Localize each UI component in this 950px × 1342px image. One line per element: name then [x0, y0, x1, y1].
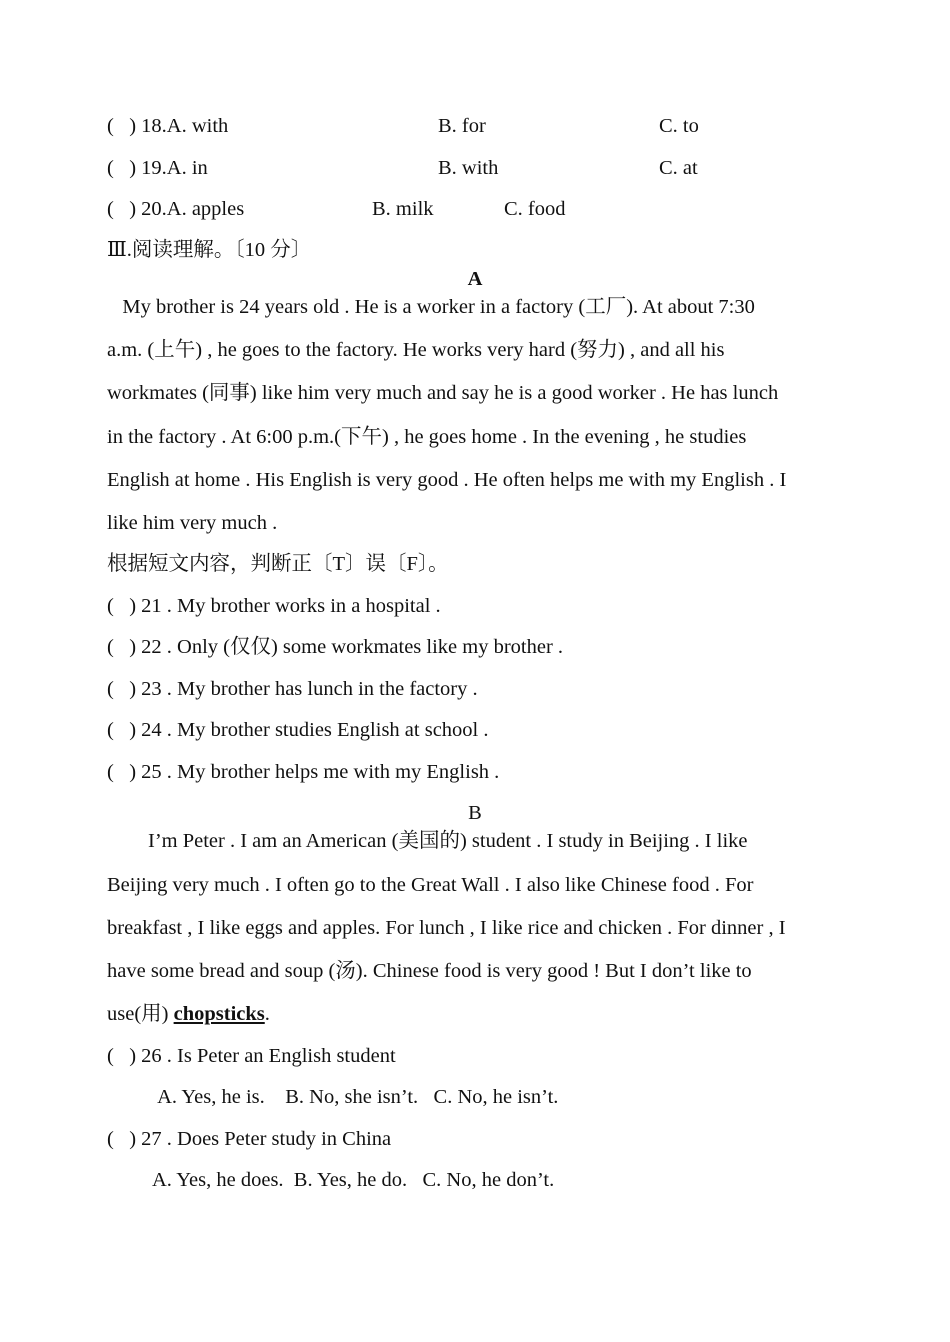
- passage-b-line-5: [107, 1004, 270, 1025]
- question-20-option-b: B. milk: [372, 198, 434, 220]
- section-heading: Ⅲ.阅读理解。〔10 分〕: [107, 239, 312, 261]
- question-18-stem: ( ) 18.A. with: [107, 115, 229, 137]
- question-20-stem: ( ) 20.A. apples: [107, 198, 245, 220]
- passage-b-line-2: Beijing very much . I often go to the Great Wall . I also like Chinese food . For: [107, 874, 754, 896]
- passage-b-line-4: have some bread and soup (汤). Chinese food is very good ! But I don’t like to: [107, 960, 752, 982]
- question-20-option-c: C. food: [504, 198, 566, 220]
- question-19-option-b: B. with: [438, 157, 499, 179]
- passage-b-line-5-text: use(用): [107, 1003, 174, 1025]
- passage-b-line-5-end: .: [264, 1003, 270, 1025]
- passage-b-line-3: breakfast , I like eggs and apples. For lunch , I like rice and chicken . For dinner , I: [107, 917, 786, 939]
- question-21: ( ) 21 . My brother works in a hospital .: [107, 595, 441, 617]
- question-27-options: A. Yes, he does. B. Yes, he do. C. No, he don’t.: [107, 1169, 555, 1191]
- question-19-stem: ( ) 19.A. in: [107, 157, 208, 179]
- passage-a-line-1: My brother is 24 years old . He is a worker in a factory (工厂). At about 7:30: [107, 296, 755, 318]
- question-27-stem: ( ) 27 . Does Peter study in China: [107, 1128, 392, 1150]
- question-26-options: A. Yes, he is. B. No, she isn’t. C. No, he isn’t.: [107, 1086, 559, 1108]
- passage-a-line-3: workmates (同事) like him very much and say he is a good worker . He has lunch: [107, 382, 779, 404]
- passage-a-title: A: [467, 268, 483, 290]
- passage-a-line-2: a.m. (上午) , he goes to the factory. He works very hard (努力) , and all his: [107, 339, 725, 361]
- true-false-instruction: 根据短文内容，判断正〔T〕误〔F〕。: [107, 553, 449, 575]
- question-18-option-c: C. to: [659, 115, 699, 137]
- question-22: ( ) 22 . Only (仅仅) some workmates like my brother .: [107, 636, 564, 658]
- passage-a-line-4: in the factory . At 6:00 p.m.(下午) , he goes home . In the evening , he studies: [107, 426, 747, 448]
- question-25: ( ) 25 . My brother helps me with my English .: [107, 761, 500, 783]
- passage-a-line-5: English at home . His English is very good . He often helps me with my English . I: [107, 469, 787, 491]
- question-24: ( ) 24 . My brother studies English at school .: [107, 719, 489, 741]
- question-19-option-c: C. at: [659, 157, 698, 179]
- question-18-option-b: B. for: [438, 115, 486, 137]
- question-26-stem: ( ) 26 . Is Peter an English student: [107, 1045, 396, 1067]
- question-23: ( ) 23 . My brother has lunch in the factory .: [107, 678, 478, 700]
- passage-a-line-6: like him very much .: [107, 512, 278, 534]
- keyword-chopsticks: chopsticks: [173, 1003, 265, 1025]
- passage-b-line-1: I’m Peter . I am an American (美国的) student . I study in Beijing . I like: [107, 830, 748, 852]
- passage-b-title: B: [468, 802, 482, 824]
